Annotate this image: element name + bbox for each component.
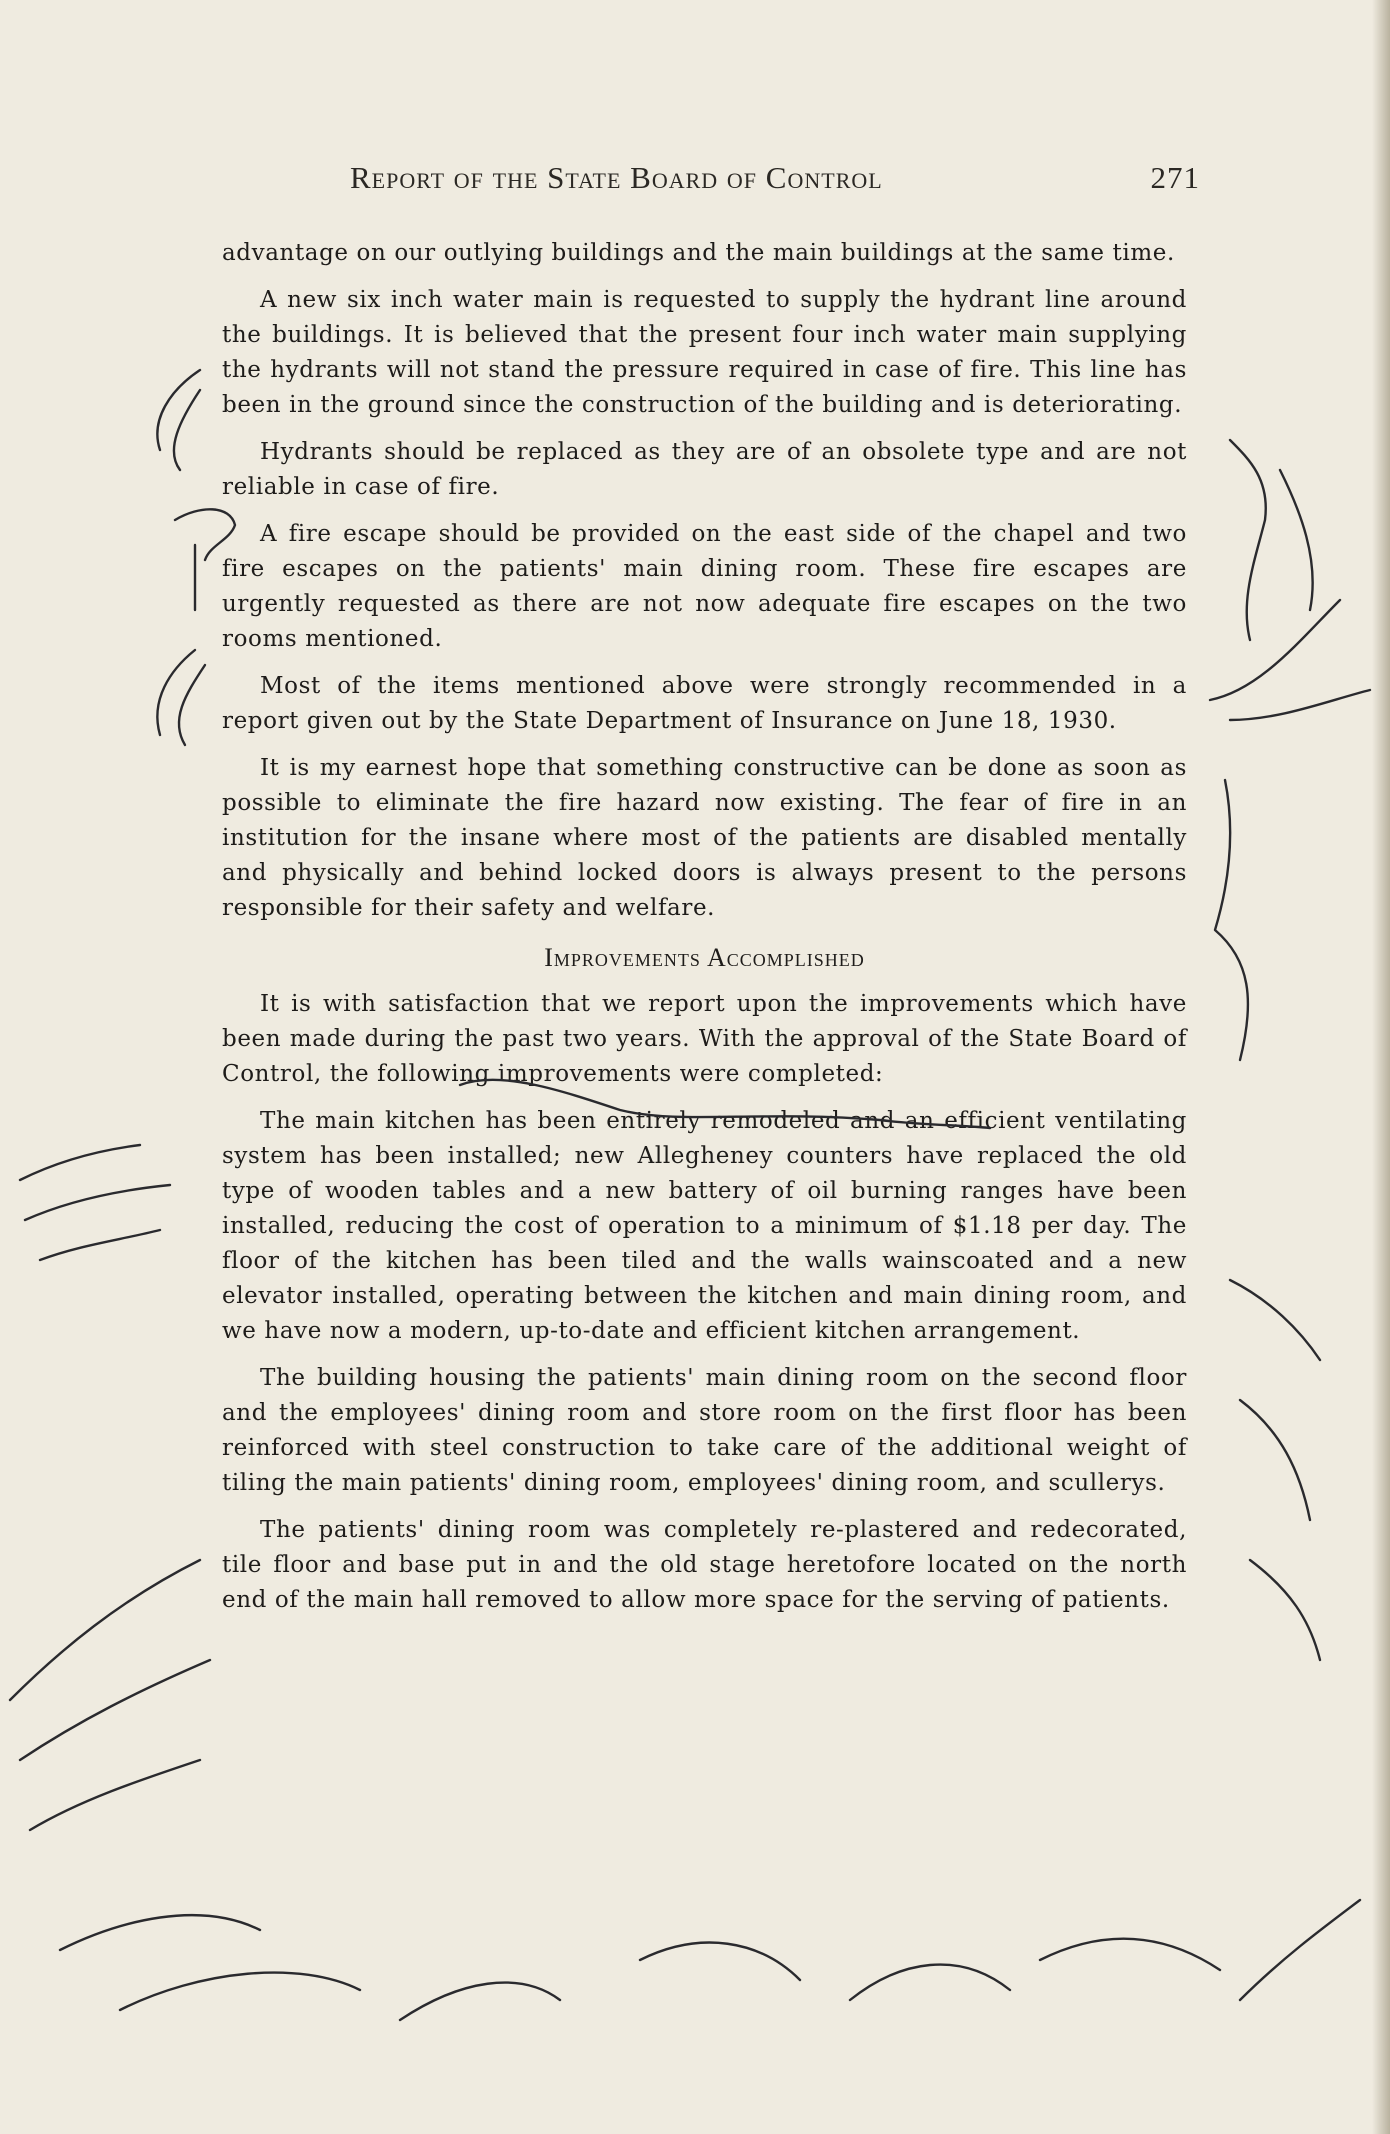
paragraph: Hydrants should be replaced as they are of an obsolete type and are not reliable in case of fire. [222, 439, 1187, 500]
running-header [350, 160, 1200, 196]
paragraph: It is with satisfaction that we report upon the improvements which have been made during the past two years. With the approval of the State Board of Control, the following improvements were completed: [222, 991, 1187, 1087]
right-margin-scribble-2 [1210, 600, 1370, 720]
header-title: Report of the State Board of Control [350, 160, 883, 195]
page-number: 271 [1150, 160, 1200, 195]
section-heading: Improvements Accomplished [544, 943, 865, 972]
paragraph: Most of the items mentioned above were strongly recommended in a report given out by the State Department of Insurance on June 18, 1930. [222, 673, 1187, 734]
paragraphs-before [222, 236, 1187, 926]
paragraph: A new six inch water main is requested to supply the hydrant line around the buildings. It is believed that the present four inch water main supplying the hydrants will not stand the pressure required in case of fire. This line has been in the ground since the construction of the building and is deteriorating. [222, 287, 1187, 418]
paragraph: It is my earnest hope that something constructive can be done as soon as possible to eliminate the fire hazard now existing. The fear of fire in an institution for the insane where most of the patients are disabled mentally and physically and behind locked doors is always present to the persons responsible for their safety and welfare. [222, 755, 1187, 921]
bottom-scribble [60, 1900, 1360, 2020]
paragraphs-after [222, 987, 1187, 1618]
right-bracket [1215, 780, 1248, 1060]
paragraph: The main kitchen has been entirely remodeled and an efficient ventilating system has been installed; new Allegheney counters have replaced the old type of wooden tables and a new battery of oil burning ranges have been installed, reducing the cost of operation to a minimum of $1.18 per day. The floor of the kitchen has been tiled and the walls wainscoated and a new elevator installed, operating between the kitchen and main dining room, and we have now a modern, up-to-date and efficient kitchen arrangement. [222, 1108, 1187, 1344]
left-margin-scribble [20, 1145, 170, 1260]
right-margin-scribble-1 [1230, 440, 1313, 640]
margin-mark-1 [157, 370, 200, 470]
margin-mark-3 [157, 650, 205, 745]
paragraph: The patients' dining room was completely re-plastered and redecorated, tile floor and base put in and the old stage heretofore located on the north end of the main hall removed to allow more space for the serving of patients. [222, 1517, 1187, 1613]
left-margin-scribble-2 [10, 1560, 210, 1830]
right-margin-scribble-3 [1230, 1280, 1320, 1660]
paragraph: A fire escape should be provided on the east side of the chapel and two fire escapes on the patients' main dining room. These fire escapes are urgently requested as there are not now adequate fire escapes on the two rooms mentioned. [222, 521, 1187, 652]
paragraph: The building housing the patients' main dining room on the second floor and the employees' dining room and store room on the first floor has been reinforced with steel construction to take care of the additional weight of tiling the main patients' dining room, employees' dining room, and scullerys. [222, 1365, 1187, 1496]
body-text [222, 236, 1187, 1630]
paragraph: advantage on our outlying buildings and the main buildings at the same time. [222, 240, 1175, 266]
